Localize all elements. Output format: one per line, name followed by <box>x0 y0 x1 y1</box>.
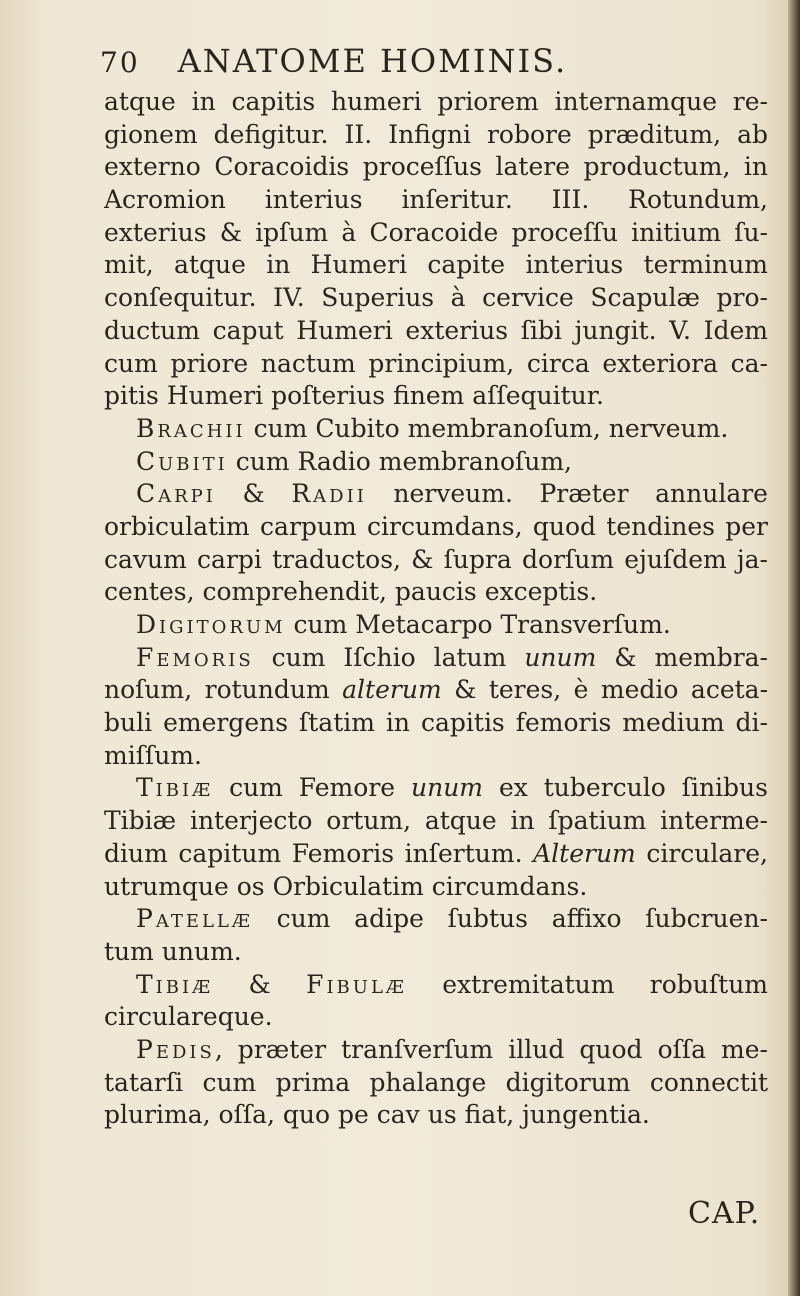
text-run: ex tuberculo ſinibus <box>498 773 768 803</box>
text-run: noſum, rotundum <box>104 675 330 705</box>
text-line: Acromion interius inſeritur. III. Rotundum, <box>104 185 768 215</box>
section-word: Digitorum <box>136 610 286 639</box>
text-line: mit, atque in Humeri capite interius terminum <box>104 250 768 280</box>
text-run: nerveum. Præter annulare <box>393 479 768 509</box>
text-line: tatarſi cum prima phalange digitorum connectit <box>104 1067 768 1097</box>
section-word: Pedis <box>136 1034 215 1064</box>
text-run: , præter tranſverſum illud quod oſſa me- <box>214 1034 768 1064</box>
text-line: buli emergens ſtatim in capitis femoris medium di- <box>104 708 768 738</box>
page-binding-edge <box>788 0 800 1296</box>
text-line: gionem defigitur. II. Infigni robore præditum, ab <box>104 119 768 149</box>
text-run: & membra- <box>614 642 768 672</box>
paragraph-cubiti <box>104 446 768 479</box>
italic-word: unum <box>411 773 484 803</box>
page-number: 70 <box>100 46 140 79</box>
section-word: Tibiæ <box>136 773 214 803</box>
paragraph-digitorum <box>104 609 768 642</box>
paragraph-brachii <box>104 413 768 446</box>
text-line: orbiculatim carpum circumdans, quod tendines per <box>104 511 768 541</box>
text-run: & <box>248 969 271 999</box>
text-line: miſſum. <box>104 740 202 770</box>
section-word: Cubiti <box>136 446 228 476</box>
section-word: Patellæ <box>136 904 253 934</box>
text-run: circulare, <box>646 838 768 868</box>
running-header <box>100 42 700 86</box>
italic-word: unum <box>524 642 597 672</box>
text-line: plurima, oſſa, quo pe cav us fiat, jungentia. <box>104 1100 650 1130</box>
text-run: cum adipe ſubtus affixo ſubcruen- <box>276 904 768 934</box>
paragraph-tibiae-fibulae <box>104 969 768 1002</box>
italic-word: Alterum <box>533 838 636 868</box>
text-body <box>104 86 768 1132</box>
text-line: ductum caput Humeri exterius ſibi jungit. V. Idem <box>104 315 768 345</box>
text-line: utrumque os Orbiculatim circumdans. <box>104 871 588 901</box>
text-run: cum Iſchio latum <box>271 642 507 672</box>
text-run: cum Metacarpo Transverſum. <box>293 610 671 639</box>
text-line: pitis Humeri poſterius finem aſſequitur. <box>104 381 604 411</box>
text-run: cum Cubito membranoſum, nerveum. <box>253 413 729 443</box>
text-run: & <box>242 479 265 509</box>
text-run: cum Femore <box>229 773 396 803</box>
paragraph-femoris <box>104 642 768 675</box>
running-title: ANATOME HOMINIS. <box>177 42 568 80</box>
text-line: conſequitur. IV. Superius à cervice Scapulæ pro- <box>104 283 768 313</box>
section-word: Femoris <box>136 642 254 672</box>
text-line: cavum carpi traductos, & ſupra dorſum ejuſdem ja- <box>104 544 768 574</box>
text-run: extremitatum robuſtum <box>442 969 768 999</box>
section-word: Carpi <box>136 479 216 509</box>
text-line: centes, comprehendit, paucis exceptis. <box>104 577 598 607</box>
paragraph-tibiae <box>104 772 768 805</box>
text-line: cum priore nactum principium, circa exteriora ca- <box>104 348 768 378</box>
paragraph-patellae <box>104 903 768 936</box>
text-run: dium capitum Femoris inſertum. <box>104 838 523 868</box>
text-run: cum Radio membranoſum, <box>235 446 572 476</box>
text-line: tum unum. <box>104 936 242 966</box>
text-line <box>104 838 768 871</box>
paragraph-pedis <box>104 1034 768 1067</box>
section-word: Fibulæ <box>306 969 407 999</box>
text-run: & teres, è medio aceta- <box>454 675 768 705</box>
catchword: CAP. <box>688 1196 761 1231</box>
paragraph-carpi <box>104 478 768 511</box>
text-line: atque in capitis humeri priorem internamque re- <box>104 87 768 116</box>
text-line: externo Coracoidis proceſſus latere productum, in <box>104 152 768 182</box>
text-line: exterius & ipſum à Coracoide proceſſu initium ſu- <box>104 217 768 247</box>
italic-word: alterum <box>342 675 442 705</box>
text-line: Tibiæ interjecto ortum, atque in ſpatium interme- <box>104 806 768 836</box>
section-word: Brachii <box>136 413 246 443</box>
section-word: Tibiæ <box>136 969 214 999</box>
section-word: Radii <box>291 479 367 509</box>
text-line <box>104 674 768 707</box>
text-line: circulareque. <box>104 1002 273 1032</box>
